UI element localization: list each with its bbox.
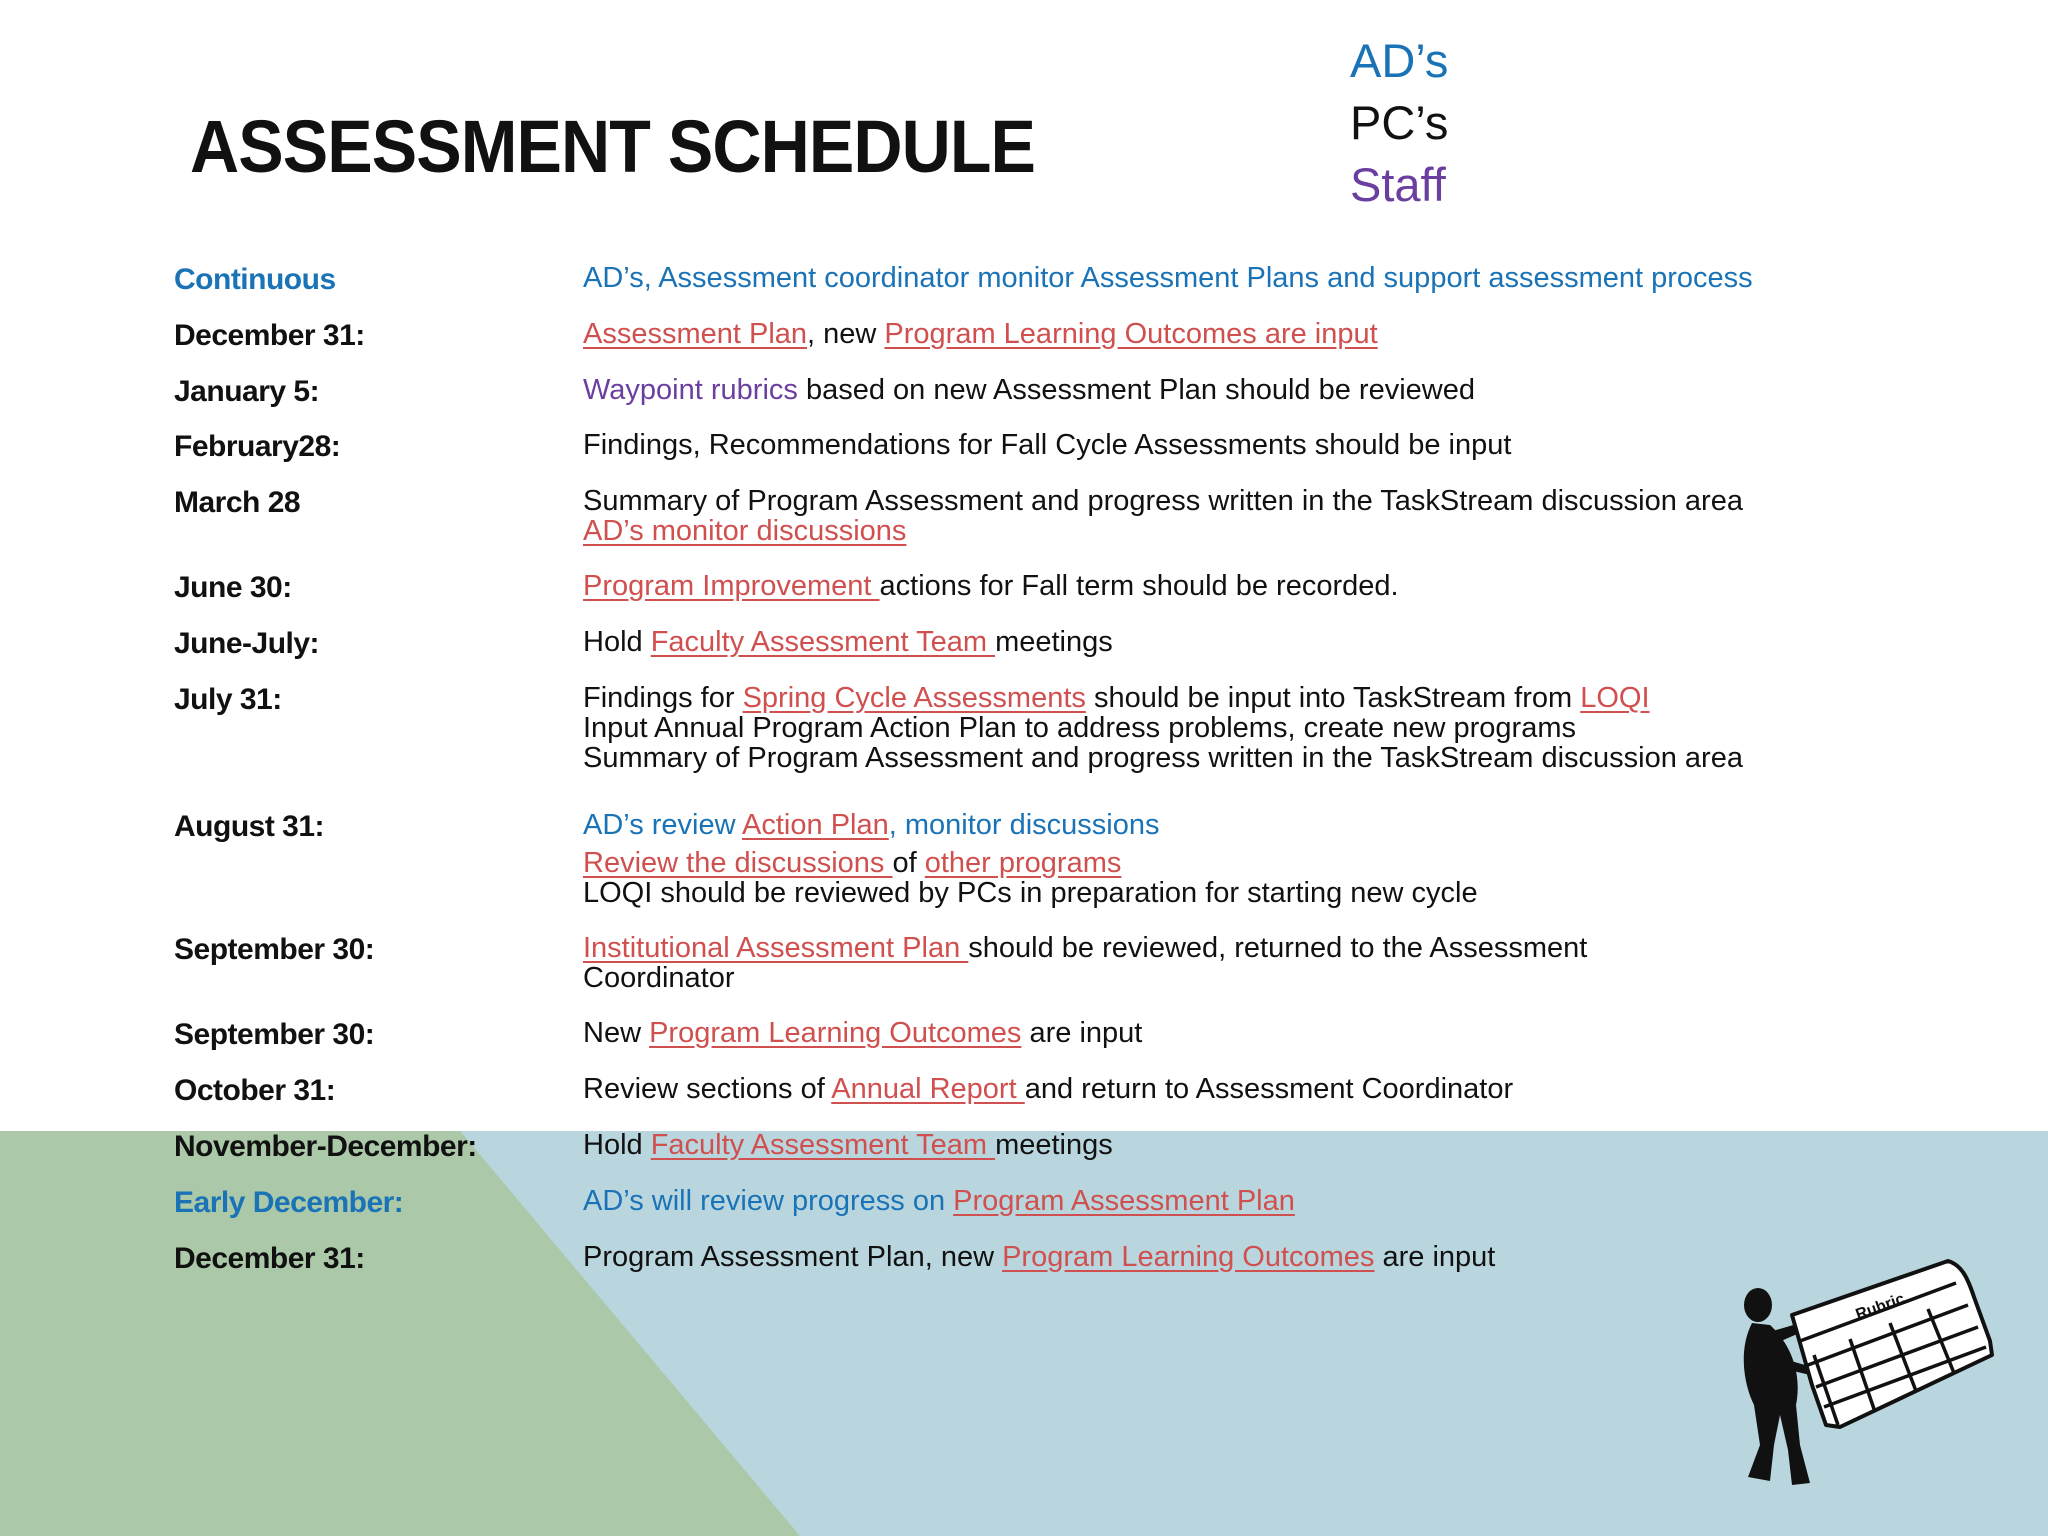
- schedule-date: January 5:: [174, 375, 320, 408]
- schedule-date: November-December:: [174, 1130, 477, 1163]
- faculty-assessment-team-link[interactable]: Faculty Assessment Team: [650, 626, 996, 658]
- schedule-description: [583, 263, 1963, 293]
- schedule-text: , new: [807, 318, 885, 350]
- schedule-text: are input: [1374, 1241, 1496, 1273]
- schedule-text: New: [583, 1017, 650, 1049]
- legend-ads: AD’s: [1350, 34, 1449, 87]
- rubric-label: Rubric: [1853, 1290, 1907, 1324]
- legend-pcs: PC’s: [1350, 96, 1449, 149]
- schedule-description: [583, 810, 1963, 908]
- schedule-text: AD’s will review progress on: [583, 1185, 954, 1217]
- schedule-text: Findings for: [583, 682, 743, 714]
- schedule-description: [583, 430, 1963, 460]
- schedule-date: December 31:: [174, 1242, 365, 1275]
- schedule-date: March 28: [174, 486, 301, 519]
- schedule-text: meetings: [995, 626, 1113, 658]
- schedule-date: Early December:: [174, 1186, 404, 1219]
- schedule-description: [583, 571, 1963, 601]
- schedule-text: are input: [1021, 1017, 1143, 1049]
- schedule-description: [583, 375, 1963, 405]
- spring-cycle-assessments-link[interactable]: Spring Cycle Assessments: [742, 682, 1086, 714]
- legend-staff: Staff: [1350, 158, 1446, 211]
- program-assessment-plan-link[interactable]: Program Assessment Plan: [953, 1185, 1295, 1217]
- schedule-description: [583, 319, 1963, 349]
- schedule-description: [583, 1130, 1963, 1160]
- schedule-description: [583, 627, 1963, 657]
- schedule-text: meetings: [995, 1129, 1113, 1161]
- schedule-date: June 30:: [174, 571, 292, 604]
- schedule-text: Hold: [583, 626, 651, 658]
- schedule-text: actions for Fall term should be recorded.: [879, 570, 1399, 602]
- schedule-text: Summary of Program Assessment and progress written in the TaskStream discussion area: [583, 742, 1743, 774]
- schedule-date: July 31:: [174, 683, 282, 716]
- schedule-text: LOQI should be reviewed by PCs in preparation for starting new cycle: [583, 877, 1478, 909]
- annual-report-link[interactable]: Annual Report: [831, 1073, 1025, 1105]
- schedule-text: Findings, Recommendations for Fall Cycle Assessments should be input: [583, 429, 1512, 461]
- schedule-date: September 30:: [174, 933, 375, 966]
- faculty-assessment-team-link[interactable]: Faculty Assessment Team: [650, 1129, 996, 1161]
- schedule-text: AD’s review: [583, 809, 743, 841]
- schedule-text: , monitor discussions: [888, 809, 1160, 841]
- ads-monitor-discussions-link[interactable]: AD’s monitor discussions: [583, 515, 907, 547]
- schedule-description: [583, 933, 1963, 993]
- schedule-text: Hold: [583, 1129, 651, 1161]
- schedule-description: [583, 1186, 1963, 1216]
- schedule-text: of: [892, 847, 925, 879]
- schedule-date: August 31:: [174, 810, 325, 843]
- schedule-text: Coordinator: [583, 962, 735, 994]
- program-improvement-link[interactable]: Program Improvement: [583, 570, 880, 602]
- review-discussions-link[interactable]: Review the discussions: [583, 847, 893, 879]
- schedule-date: October 31:: [174, 1074, 336, 1107]
- schedule-date: Continuous: [174, 263, 336, 296]
- schedule-description: [583, 683, 1963, 773]
- schedule-text: Summary of Program Assessment and progress written in the TaskStream discussion area: [583, 485, 1743, 517]
- schedule-text: should be input into TaskStream from: [1085, 682, 1581, 714]
- waypoint-rubrics-text: Waypoint rubrics: [583, 374, 798, 406]
- schedule-text: AD’s, Assessment coordinator monitor Assessment Plans and support assessment process: [583, 262, 1753, 294]
- institutional-assessment-plan-link[interactable]: Institutional Assessment Plan: [583, 932, 969, 964]
- action-plan-link[interactable]: Action Plan: [742, 809, 889, 841]
- schedule-text: Review sections of: [583, 1073, 832, 1105]
- schedule-date: February28:: [174, 430, 341, 463]
- program-learning-outcomes-link[interactable]: Program Learning Outcomes: [1002, 1241, 1375, 1273]
- program-learning-outcomes-link[interactable]: Program Learning Outcomes are input: [884, 318, 1378, 350]
- schedule-text: Program Assessment Plan, new: [583, 1241, 1003, 1273]
- schedule-date: June-July:: [174, 627, 320, 660]
- schedule-text: Input Annual Program Action Plan to address problems, create new programs: [583, 712, 1576, 744]
- page-title: ASSESSMENT SCHEDULE: [190, 105, 1035, 188]
- person-holding-rubric-icon: [1730, 1255, 2000, 1490]
- schedule-date: December 31:: [174, 319, 365, 352]
- assessment-plan-link[interactable]: Assessment Plan: [583, 318, 808, 350]
- schedule-description: [583, 486, 1963, 546]
- schedule-text: based on new Assessment Plan should be reviewed: [797, 374, 1475, 406]
- role-legend: [1350, 30, 1448, 216]
- schedule-text: should be reviewed, returned to the Assessment: [968, 932, 1588, 964]
- loqi-link[interactable]: LOQI: [1580, 682, 1650, 714]
- schedule-description: [583, 1018, 1963, 1048]
- program-learning-outcomes-link[interactable]: Program Learning Outcomes: [649, 1017, 1022, 1049]
- schedule-description: [583, 1074, 1963, 1104]
- schedule-date: September 30:: [174, 1018, 375, 1051]
- schedule-text: and return to Assessment Coordinator: [1024, 1073, 1514, 1105]
- other-programs-link[interactable]: other programs: [924, 847, 1122, 879]
